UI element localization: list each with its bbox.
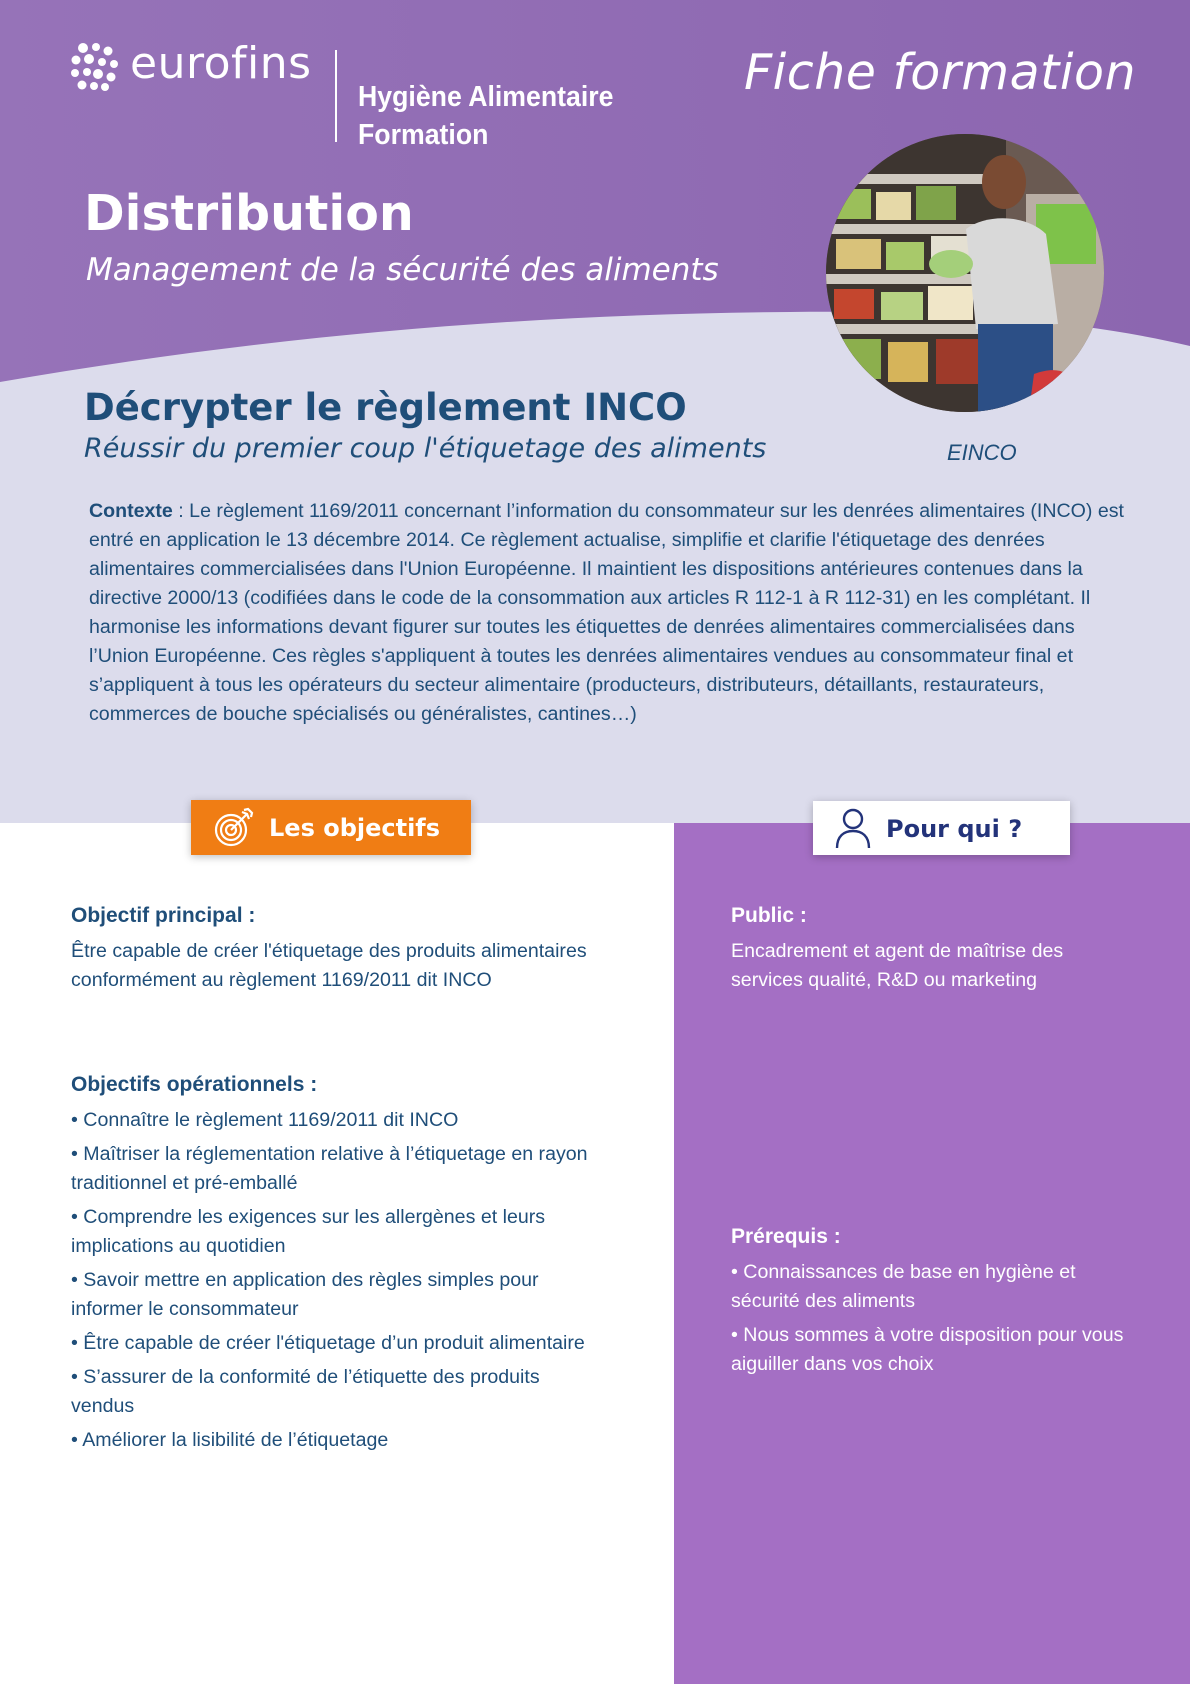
eurofins-logo-icon xyxy=(70,42,120,92)
objectives-badge-label: Les objectifs xyxy=(269,814,441,842)
context-paragraph xyxy=(89,497,1129,729)
person-icon xyxy=(834,807,872,849)
document-type: Fiche formation xyxy=(743,44,1136,101)
logo-divider xyxy=(335,50,337,142)
operational-objectives-list xyxy=(71,1106,591,1460)
main-objective-heading: Objectif principal : xyxy=(71,904,256,927)
list-item: • Améliorer la lisibilité de l’étiquetage xyxy=(71,1429,389,1451)
list-item: • Connaître le règlement 1169/2011 dit INCO xyxy=(71,1109,459,1131)
target-icon xyxy=(212,807,254,849)
list-item: • Maîtriser la réglementation relative à l’étiquetage en rayon traditionnel et pré-emballé xyxy=(71,1143,588,1194)
prerequisites-list xyxy=(731,1258,1126,1384)
course-code: EINCO xyxy=(947,440,1017,465)
public-text: Encadrement et agent de maîtrise des services qualité, R&D ou marketing xyxy=(731,940,1064,991)
category-title: Distribution xyxy=(84,185,414,242)
brand-subtitle xyxy=(358,78,614,154)
operational-objectives-heading: Objectifs opérationnels : xyxy=(71,1073,318,1096)
list-item: • Nous sommes à votre disposition pour vous aiguiller dans vos choix xyxy=(731,1324,1124,1375)
context-text: : Le règlement 1169/2011 concernant l’information du consommateur sur les denrées alimentaires (INCO) est entré en application le 13 décembre 2014. Ce règlement actualise, simplifie et clarifie l'étiquetage des denrées alimentaires commercialisées dans l'Union Européenne. Il maintient les dispositions antérieures contenues dans la directive 2000/13 (codifiées dans le code de la consommation aux articles R 112-1 à R 112-31) en les complétant. Il harmonise les informations devant figurer sur toutes les étiquettes de denrées alimentaires commercialisées dans l’Union Européenne. Ces règles s'appliquent à toutes les denrées alimentaires vendues au consommateur final et s’appliquent à tous les opérateurs du secteur alimentaire (producteurs, distributeurs, détaillants, restaurateurs, commerces de bouche spécialisés ou généralistes, cantines…) xyxy=(89,500,1124,725)
supermarket-photo xyxy=(826,134,1104,412)
brand-name: eurofins xyxy=(130,38,312,89)
list-item: • Savoir mettre en application des règles simples pour informer le consommateur xyxy=(71,1269,539,1320)
list-item: • Être capable de créer l'étiquetage d’un produit alimentaire xyxy=(71,1332,585,1354)
public-heading: Public : xyxy=(731,904,807,927)
main-objective-text: Être capable de créer l'étiquetage des produits alimentaires conformément au règlement 1169/2011 dit INCO xyxy=(71,940,587,991)
list-item: • Connaissances de base en hygiène et sécurité des aliments xyxy=(731,1261,1076,1312)
list-item: • Comprendre les exigences sur les allergènes et leurs implications au quotidien xyxy=(71,1206,546,1257)
brand-sub-line2: Formation xyxy=(358,119,489,151)
list-item: • S’assurer de la conformité de l’étiquette des produits vendus xyxy=(71,1366,540,1417)
category-subtitle: Management de la sécurité des aliments xyxy=(86,252,719,288)
course-subtitle: Réussir du premier coup l'étiquetage des aliments xyxy=(84,433,767,464)
audience-badge-label: Pour qui ? xyxy=(886,815,1023,843)
brand-sub-line1: Hygiène Alimentaire xyxy=(358,81,614,113)
context-label: Contexte xyxy=(89,500,173,522)
prerequisites-heading: Prérequis : xyxy=(731,1225,841,1248)
course-title: Décrypter le règlement INCO xyxy=(84,386,687,429)
